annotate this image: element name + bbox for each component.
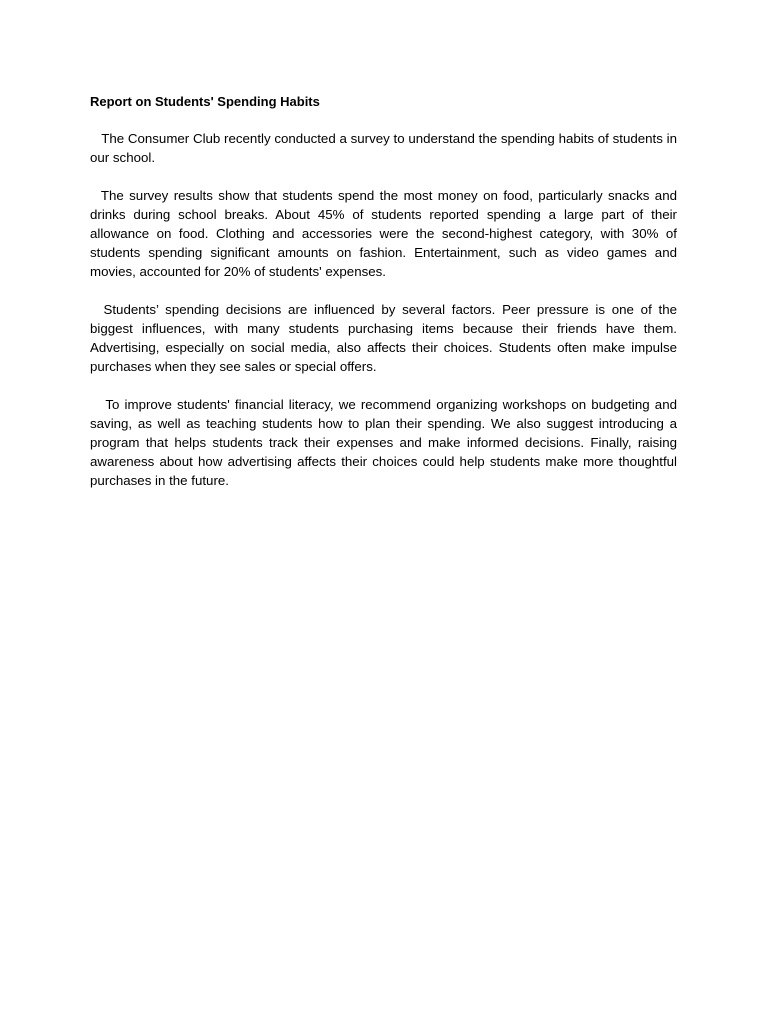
paragraph-intro: The Consumer Club recently conducted a survey to understand the spending habits of students in our school. [90, 131, 681, 165]
paragraph-survey-results: The survey results show that students spend the most money on food, particularly snacks and drinks during school breaks. About 45% of students reported spending a large part of their allowance on food. Clothing and accessories were the second-highest category, with 30% of students spending significant amounts on fashion. Entertainment, such as video games and movies, accounted for 20% of students' expenses. [90, 188, 681, 279]
paragraph-influences: Students’ spending decisions are influenced by several factors. Peer pressure is one of the biggest influences, with many students purchasing items because their friends have them. Advertising, especially on social media, also affects their choices. Students often make impulse purchases when they see sales or special offers. [90, 302, 681, 374]
paragraph-recommendations: To improve students' financial literacy, we recommend organizing workshops on budgeting and saving, as well as teaching students how to plan their spending. We also suggest introducing a program that helps students track their expenses and make informed decisions. Finally, raising awareness about how advertising affects their choices could help students make more thoughtful purchases in the future. [90, 397, 681, 488]
document-page [90, 92, 681, 509]
report-title: Report on Students' Spending Habits [90, 94, 320, 109]
